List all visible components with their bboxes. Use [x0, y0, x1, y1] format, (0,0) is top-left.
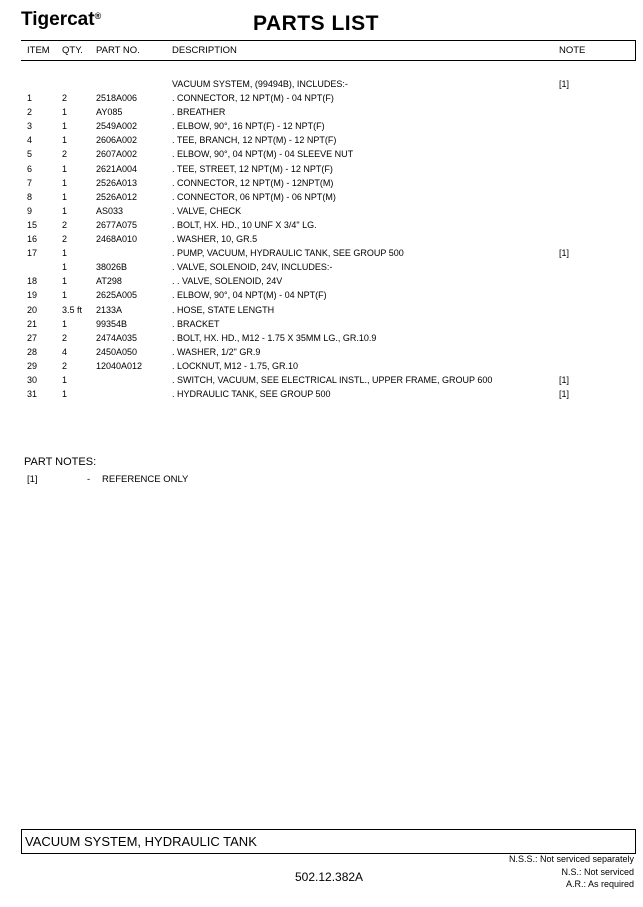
- table-row: [0, 107, 643, 121]
- item-number: 6: [27, 163, 33, 174]
- item-number: 9: [27, 205, 33, 216]
- brand-name: Tigercat: [21, 9, 95, 30]
- item-number: 30: [27, 374, 38, 385]
- quantity: 3.5 ft: [62, 304, 83, 315]
- item-number: 21: [27, 318, 38, 329]
- table-row: [0, 319, 643, 333]
- table-row: [0, 375, 643, 389]
- item-number: 29: [27, 360, 38, 371]
- part-number: 2625A005: [96, 290, 138, 301]
- part-notes-title: PART NOTES:: [24, 456, 97, 468]
- part-number: 38026B: [96, 262, 128, 273]
- note-ref: [1]: [559, 389, 570, 400]
- abbreviation-legend: [509, 853, 634, 891]
- part-number: 2468A010: [96, 234, 138, 245]
- quantity: 1: [62, 191, 68, 202]
- quantity: 1: [62, 121, 68, 132]
- part-number: 2606A002: [96, 135, 138, 146]
- note-ref: [1]: [559, 248, 570, 259]
- part-number: 2474A035: [96, 332, 138, 343]
- quantity: 1: [62, 135, 68, 146]
- item-number: 3: [27, 121, 33, 132]
- quantity: 2: [62, 332, 68, 343]
- quantity: 2: [62, 360, 68, 371]
- description: VACUUM SYSTEM, (99494B), INCLUDES:-: [172, 79, 348, 89]
- description: . HYDRAULIC TANK, SEE GROUP 500: [172, 389, 331, 400]
- description: . ELBOW, 90°, 16 NPT(F) - 12 NPT(F): [172, 121, 325, 132]
- part-note-dash: -: [87, 474, 91, 485]
- description: . WASHER, 1/2" GR.9: [172, 346, 261, 357]
- item-number: 2: [27, 107, 33, 118]
- column-header-item: ITEM: [27, 45, 50, 56]
- table-row: [0, 389, 643, 403]
- description: . BOLT, HX. HD., M12 - 1.75 X 35MM LG., GR.10.9: [172, 332, 377, 343]
- table-row: [0, 79, 643, 93]
- legend-ar: A.R.: As required: [565, 879, 634, 889]
- quantity: 2: [62, 149, 68, 160]
- description: . CONNECTOR, 06 NPT(M) - 06 NPT(M): [172, 191, 336, 202]
- part-note-ref: [1]: [27, 474, 38, 485]
- table-header: [21, 40, 636, 61]
- quantity: 1: [62, 205, 68, 216]
- column-header-part: PART NO.: [96, 45, 140, 56]
- brand-logo: [21, 9, 101, 31]
- table-row: [0, 333, 643, 347]
- quantity: 1: [62, 389, 68, 400]
- column-header-description: DESCRIPTION: [172, 45, 237, 56]
- part-number: 2549A002: [96, 121, 138, 132]
- page-number: 502.12.382A: [295, 870, 364, 884]
- quantity: 1: [62, 290, 68, 301]
- description: . VALVE, SOLENOID, 24V, INCLUDES:-: [172, 262, 333, 273]
- part-number: 2621A004: [96, 163, 138, 174]
- part-number: 2133A: [96, 304, 123, 315]
- description: . CONNECTOR, 12 NPT(M) - 04 NPT(F): [172, 93, 334, 104]
- part-number: AS033: [96, 205, 124, 216]
- item-number: 5: [27, 149, 33, 160]
- item-number: 4: [27, 135, 33, 146]
- column-header-note: NOTE: [559, 45, 586, 56]
- description: . SWITCH, VACUUM, SEE ELECTRICAL INSTL., UPPER FRAME, GROUP 600: [172, 374, 493, 385]
- quantity: 2: [62, 219, 68, 230]
- item-number: 1: [27, 93, 33, 104]
- section-title-box: [21, 829, 636, 854]
- item-number: 16: [27, 234, 38, 245]
- item-number: 17: [27, 248, 38, 259]
- part-number: 2518A006: [96, 93, 138, 104]
- quantity: 1: [62, 318, 68, 329]
- table-row: [0, 192, 643, 206]
- table-row: [0, 248, 643, 262]
- item-number: 31: [27, 389, 38, 400]
- table-row: [0, 149, 643, 163]
- quantity: 1: [62, 107, 68, 118]
- description: . . VALVE, SOLENOID, 24V: [172, 276, 283, 287]
- table-row: [0, 220, 643, 234]
- quantity: 1: [62, 248, 68, 259]
- description: . CONNECTOR, 12 NPT(M) - 12NPT(M): [172, 177, 334, 188]
- table-row: [0, 290, 643, 304]
- table-row: [0, 276, 643, 290]
- part-number: 2607A002: [96, 149, 138, 160]
- section-title: VACUUM SYSTEM, HYDRAULIC TANK: [25, 834, 257, 849]
- part-number: 99354B: [96, 318, 128, 329]
- description: . VALVE, CHECK: [172, 205, 242, 216]
- description: . BOLT, HX. HD., 10 UNF X 3/4" LG.: [172, 219, 317, 230]
- description: . TEE, BRANCH, 12 NPT(M) - 12 NPT(F): [172, 135, 337, 146]
- table-row: [0, 234, 643, 248]
- item-number: 7: [27, 177, 33, 188]
- item-number: 28: [27, 346, 38, 357]
- description: . TEE, STREET, 12 NPT(M) - 12 NPT(F): [172, 163, 333, 174]
- registered-mark: ®: [94, 11, 102, 21]
- table-row: [0, 178, 643, 192]
- part-number: 2677A075: [96, 219, 138, 230]
- legend-nss: N.S.S.: Not serviced separately: [508, 854, 634, 864]
- table-row: [0, 164, 643, 178]
- part-number: AY085: [96, 107, 123, 118]
- table-row: [0, 262, 643, 276]
- table-row: [0, 93, 643, 107]
- part-number: 2526A013: [96, 177, 138, 188]
- part-number: AT298: [96, 276, 122, 287]
- quantity: 1: [62, 163, 68, 174]
- legend-ns: N.S.: Not serviced: [561, 866, 634, 877]
- part-number: 2526A012: [96, 191, 138, 202]
- description: . ELBOW, 90°, 04 NPT(M) - 04 SLEEVE NUT: [172, 149, 354, 160]
- table-row: [0, 206, 643, 220]
- quantity: 1: [62, 262, 68, 273]
- quantity: 2: [62, 234, 68, 245]
- description: . PUMP, VACUUM, HYDRAULIC TANK, SEE GROUP 500: [172, 248, 404, 259]
- item-number: 15: [27, 219, 38, 230]
- column-header-qty: QTY.: [62, 45, 83, 56]
- description: . HOSE, STATE LENGTH: [172, 304, 275, 315]
- description: . WASHER, 10, GR.5: [172, 234, 258, 245]
- description: . LOCKNUT, M12 - 1.75, GR.10: [172, 360, 299, 371]
- table-row: [0, 305, 643, 319]
- table-row: [0, 347, 643, 361]
- quantity: 2: [62, 93, 68, 104]
- part-number: 2450A050: [96, 346, 138, 357]
- description: . ELBOW, 90°, 04 NPT(M) - 04 NPT(F): [172, 290, 327, 301]
- quantity: 1: [62, 177, 68, 188]
- item-number: 20: [27, 304, 38, 315]
- item-number: 8: [27, 191, 33, 202]
- note-ref: [1]: [559, 374, 570, 385]
- table-row: [0, 361, 643, 375]
- item-number: 19: [27, 290, 38, 301]
- table-row: [0, 135, 643, 149]
- parts-table-body: [0, 79, 643, 403]
- quantity: 1: [62, 374, 68, 385]
- note-ref: [1]: [559, 79, 570, 89]
- quantity: 4: [62, 346, 68, 357]
- item-number: 18: [27, 276, 38, 287]
- quantity: 1: [62, 276, 68, 287]
- description: . BRACKET: [172, 318, 220, 329]
- table-row: [0, 121, 643, 135]
- description: . BREATHER: [172, 107, 226, 118]
- part-note-text: REFERENCE ONLY: [102, 474, 189, 485]
- page-title: PARTS LIST: [253, 12, 379, 35]
- item-number: 27: [27, 332, 38, 343]
- part-number: 12040A012: [96, 360, 143, 371]
